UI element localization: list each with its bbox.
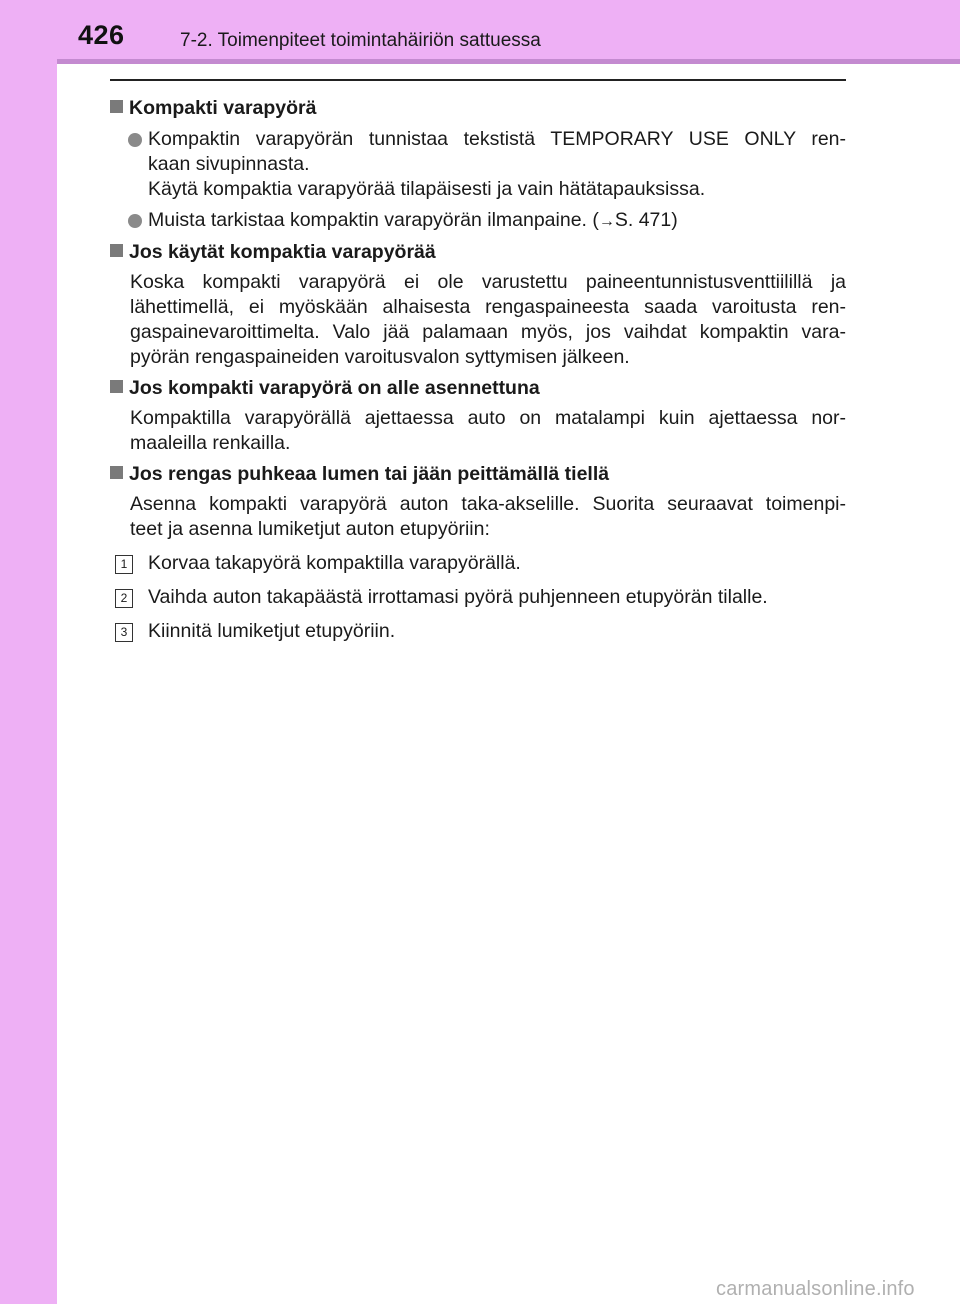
bullet-item: Kompaktin varapyörän tunnistaa tekstistä TEMPORARY USE ONLY ren- kaan sivupinnasta. Käytä kompaktia varapyörää tilapäisesti ja vain hätätapauksissa.	[110, 127, 846, 202]
paragraph: Asenna kompakti varapyörä auton taka-akselille. Suorita seuraavat toimenpi- teet ja asenna lumiketjut auton etupyöriin:	[130, 493, 846, 540]
page-reference-link[interactable]: S. 471)	[614, 209, 678, 231]
arrow-right-icon: →	[598, 213, 615, 230]
step-item: 2 Vaihda auton takapäästä irrottamasi pyörä puhjenneen etupyörän tilalle.	[110, 585, 846, 610]
step-item: 1 Korvaa takapyörä kompaktilla varapyörällä.	[110, 551, 846, 576]
chapter-title: 7-2. Toimenpiteet toimintahäiriön sattuessa	[180, 30, 541, 51]
section-heading: Kompakti varapyörä	[110, 96, 846, 121]
section-heading: Jos kompakti varapyörä on alle asennettuna	[110, 376, 846, 401]
step-number: 1	[115, 555, 133, 574]
footer-watermark: carmanualsonline.info	[716, 1278, 915, 1300]
square-bullet-icon	[110, 380, 123, 393]
section-top-rule	[110, 79, 846, 81]
bullet-item: Muista tarkistaa kompaktin varapyörän ilmanpaine. (→S. 471)	[110, 208, 846, 234]
square-bullet-icon	[110, 466, 123, 479]
round-bullet-icon	[128, 133, 142, 147]
square-bullet-icon	[110, 244, 123, 257]
header-rule	[57, 59, 960, 64]
step-item: 3 Kiinnitä lumiketjut etupyöriin.	[110, 619, 846, 644]
step-number: 3	[115, 623, 133, 642]
page-number: 426	[78, 20, 125, 50]
side-tab-bar	[0, 0, 57, 1304]
page-content	[110, 90, 846, 644]
section-heading: Jos käytät kompaktia varapyörää	[110, 240, 846, 265]
paragraph: Kompaktilla varapyörällä ajettaessa auto on matalampi kuin ajettaessa nor- maaleilla renkailla.	[130, 407, 846, 454]
paragraph: Koska kompakti varapyörä ei ole varustettu paineentunnistusventtiilillä ja lähettimellä, ei myöskään alhaisesta rengaspaineesta saada varoitusta ren- gaspainevaroittimelta. Valo jää palamaan myös, jos vaihdat kompaktin vara- pyörän rengaspaineiden varoitusvalon syttymisen jälkeen.	[130, 271, 846, 368]
square-bullet-icon	[110, 100, 123, 113]
round-bullet-icon	[128, 214, 142, 228]
section-heading: Jos rengas puhkeaa lumen tai jään peittämällä tiellä	[110, 462, 846, 487]
step-number: 2	[115, 589, 133, 608]
